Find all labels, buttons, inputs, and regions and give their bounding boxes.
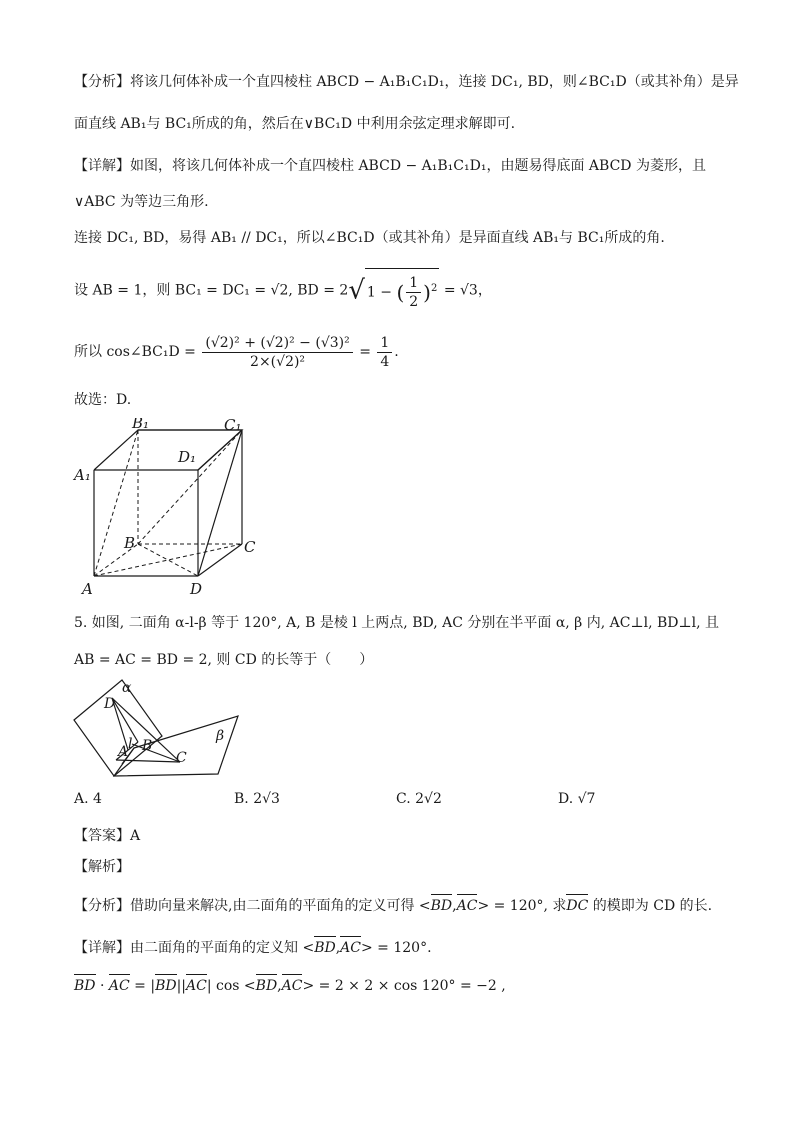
vector-BD: BD bbox=[155, 978, 177, 994]
label-C2: C bbox=[176, 750, 187, 766]
dot-product-line: BD · AC = |BD||AC| cos <BD,AC> = 2 × 2 × cos 120° = −2 , bbox=[74, 978, 506, 994]
vector-AC: AC bbox=[340, 940, 361, 956]
label-C1: C₁ bbox=[224, 418, 242, 434]
analysis-line-2: 面直线 AB₁与 BC₁所成的角，然后在∨BC₁D 中利用余弦定理求解即可. bbox=[74, 116, 516, 132]
question-5-line-1: 5. 如图, 二面角 α-l-β 等于 120°, A, B 是棱 l 上两点, BD, AC 分别在半平面 α, β 内, AC⊥l, BD⊥l, 且 bbox=[74, 615, 720, 631]
sqrt-sign: √ bbox=[348, 275, 365, 306]
label-D2: D bbox=[104, 696, 116, 712]
cos-prefix: 所以 cos∠BC₁D = bbox=[74, 344, 196, 360]
vector-DC: DC bbox=[566, 898, 589, 914]
analysis-title: 【解析】 bbox=[74, 859, 130, 875]
root-expression: 1 − bbox=[366, 284, 397, 301]
analysis-line-1: 【分析】将该几何体补成一个直四棱柱 ABCD − A₁B₁C₁D₁，连接 DC₁, BD，则∠BC₁D（或其补角）是异 bbox=[74, 74, 739, 90]
label-D: D bbox=[190, 580, 203, 598]
dihedral-figure bbox=[70, 676, 250, 780]
half-fraction: $\frac{1}{2}$ bbox=[406, 274, 421, 311]
detail-line-1: 【详解】如图，将该几何体补成一个直四棱柱 ABCD − A₁B₁C₁D₁，由题易得底面 ABCD 为菱形，且 bbox=[74, 158, 706, 174]
label-A2: A bbox=[118, 744, 129, 760]
label-A1: A₁ bbox=[74, 466, 91, 484]
cos-fraction: $\frac{\text{(√2)² + (√2)² − (√3)²}}{\text{2×(√2)²}}$ bbox=[202, 334, 352, 371]
formula-prefix: 设 AB = 1，则 BC₁ = DC₁ = √2, BD = 2 bbox=[74, 282, 349, 299]
option-d: D. √7 bbox=[558, 791, 596, 807]
option-c: C. 2√2 bbox=[396, 791, 442, 807]
prism-figure bbox=[70, 418, 270, 602]
vector-BD: BD bbox=[430, 898, 453, 914]
choice-statement: 故选：D. bbox=[74, 392, 132, 408]
vector-BD: BD bbox=[74, 978, 96, 994]
vector-AC: AC bbox=[456, 898, 478, 914]
vector-BD: BD bbox=[314, 940, 336, 956]
cos-equals: = bbox=[359, 344, 371, 360]
analysis-vector-line: 【分析】借助向量来解决,由二面角的平面角的定义可得 <BD,AC> = 120°, 求DC 的模即为 CD 的长. bbox=[74, 898, 713, 914]
vector-AC: AC bbox=[281, 978, 303, 994]
label-C: C bbox=[244, 538, 256, 556]
answer-line: 【答案】A bbox=[74, 828, 141, 844]
label-beta: β bbox=[216, 728, 225, 744]
detail-vector-line: 【详解】由二面角的平面角的定义知 <BD,AC> = 120°. bbox=[74, 940, 432, 956]
label-D1: D₁ bbox=[178, 448, 197, 466]
detail-line-4: 设 AB = 1，则 BC₁ = DC₁ = √2, BD = 2√ 1 − ( $\frac{1}{2}$ )$^2$ = √3， bbox=[74, 268, 734, 314]
detail-line-5: 所以 cos∠BC₁D = $\frac{\text{(√2)² + (√2)² − (√3)²}}{\text{2×(√2)²}}$ = $\frac{1}{4}$ . bbox=[74, 334, 399, 370]
vector-AC: AC bbox=[108, 978, 130, 994]
option-a: A. 4 bbox=[74, 791, 102, 807]
label-B2: B bbox=[142, 738, 153, 754]
vector-AC: AC bbox=[186, 978, 207, 994]
vector-BD: BD bbox=[255, 978, 278, 994]
label-B: B bbox=[124, 534, 136, 552]
detail-line-3: 连接 DC₁, BD，易得 AB₁ // DC₁，所以∠BC₁D（或其补角）是异面直线 AB₁与 BC₁所成的角. bbox=[74, 230, 665, 246]
label-alpha: α bbox=[122, 680, 132, 696]
detail-line-2: ∨ABC 为等边三角形. bbox=[74, 194, 209, 210]
label-B1: B₁ bbox=[132, 418, 150, 432]
option-b: B. 2√3 bbox=[234, 791, 280, 807]
result-fraction: $\frac{1}{4}$ bbox=[377, 334, 392, 371]
formula-result: = √3， bbox=[443, 282, 492, 299]
question-5-line-2: AB = AC = BD = 2, 则 CD 的长等于（ ） bbox=[74, 652, 374, 668]
label-A: A bbox=[82, 580, 93, 598]
label-l: l bbox=[128, 736, 133, 752]
